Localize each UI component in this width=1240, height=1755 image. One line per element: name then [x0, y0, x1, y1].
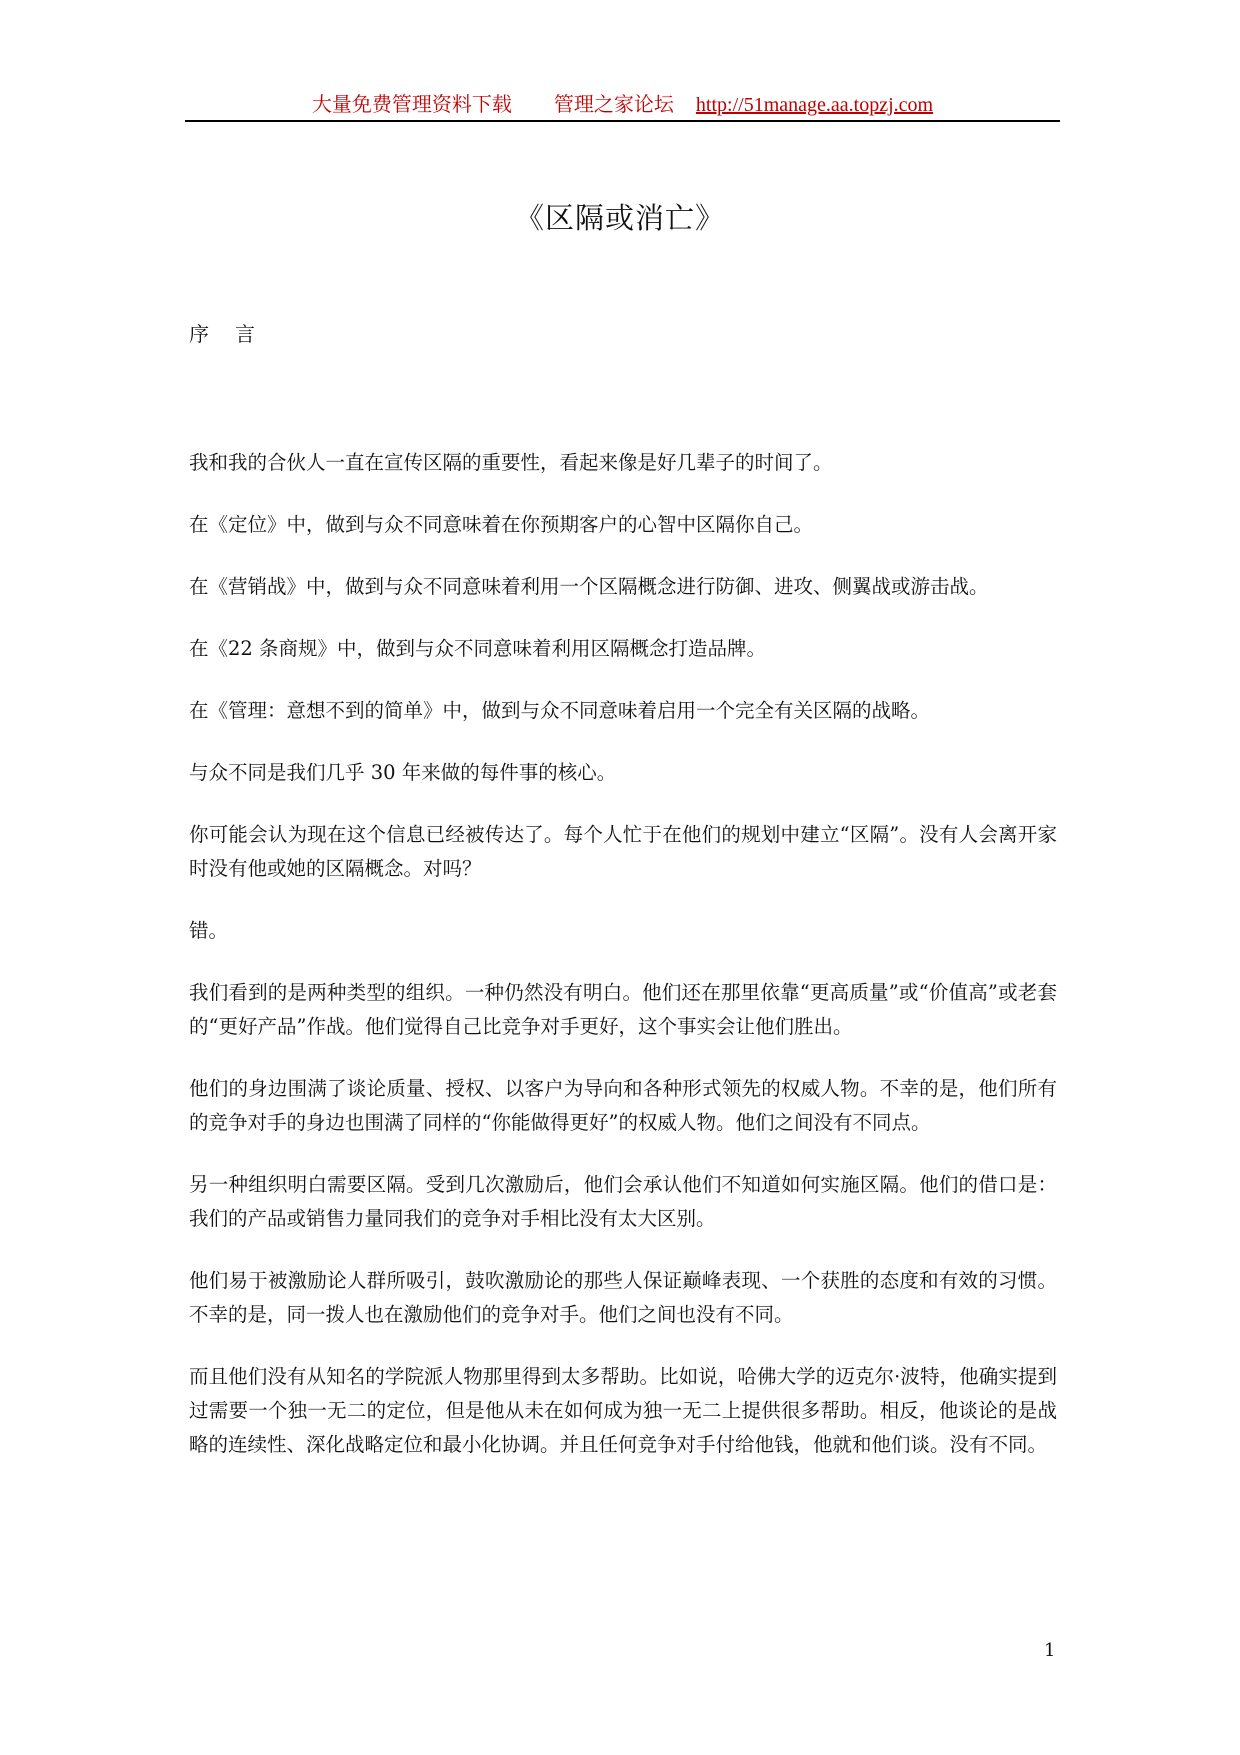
paragraph: 我们看到的是两种类型的组织。一种仍然没有明白。他们还在那里依靠“更高质量”或“价值高”或老套的“更好产品”作战。他们觉得自己比竞争对手更好，这个事实会让他们胜出。: [189, 981, 1057, 1038]
paragraph: 与众不同是我们几乎 30 年来做的每件事的核心。: [189, 761, 617, 784]
header-promo-text: 大量免费管理资料下载: [311, 92, 512, 116]
body-text: [189, 446, 1057, 1490]
page-header: [185, 88, 1060, 122]
paragraph: 他们易于被激励论人群所吸引，鼓吹激励论的那些人保证巅峰表现、一个获胜的态度和有效的习惯。不幸的是，同一拨人也在激励他们的竞争对手。他们之间也没有不同。: [189, 1269, 1057, 1326]
paragraph: 而且他们没有从知名的学院派人物那里得到太多帮助。比如说，哈佛大学的迈克尔·波特，他确实提到过需要一个独一无二的定位，但是他从未在如何成为独一无二上提供很多帮助。相反，他谈论的是战略的连续性、深化战略定位和最小化协调。并且任何竞争对手付给他钱，他就和他们谈。没有不同。: [189, 1365, 1057, 1456]
page-number: 1: [1044, 1640, 1056, 1661]
section-heading: [189, 318, 255, 347]
paragraph: 在《22 条商规》中，做到与众不同意味着利用区隔概念打造品牌。: [189, 637, 767, 660]
paragraph: 错。: [189, 919, 229, 942]
paragraph: 在《定位》中，做到与众不同意味着在你预期客户的心智中区隔你自己。: [189, 513, 814, 536]
header-forum-text: 管理之家论坛: [553, 92, 674, 116]
paragraph: 在《管理：意想不到的简单》中，做到与众不同意味着启用一个完全有关区隔的战略。: [189, 699, 931, 722]
paragraph: 另一种组织明白需要区隔。受到几次激励后，他们会承认他们不知道如何实施区隔。他们的借口是：我们的产品或销售力量同我们的竞争对手相比没有太大区别。: [189, 1173, 1057, 1230]
paragraph: 他们的身边围满了谈论质量、授权、以客户为导向和各种形式领先的权威人物。不幸的是，他们所有的竞争对手的身边也围满了同样的“你能做得更好”的权威人物。他们之间没有不同点。: [189, 1077, 1057, 1134]
paragraph: 我和我的合伙人一直在宣传区隔的重要性，看起来像是好几辈子的时间了。: [189, 451, 833, 474]
section-heading-part1: 序: [189, 322, 209, 346]
document-title: 《区隔或消亡》: [514, 201, 725, 235]
section-heading-part2: 言: [235, 322, 255, 346]
header-forum-link[interactable]: http://51manage.aa.topzj.com: [695, 94, 934, 116]
paragraph: 你可能会认为现在这个信息已经被传达了。每个人忙于在他们的规划中建立“区隔”。没有人会离开家时没有他或她的区隔概念。对吗？: [189, 823, 1057, 880]
paragraph: 在《营销战》中，做到与众不同意味着利用一个区隔概念进行防御、进攻、侧翼战或游击战。: [189, 575, 989, 598]
